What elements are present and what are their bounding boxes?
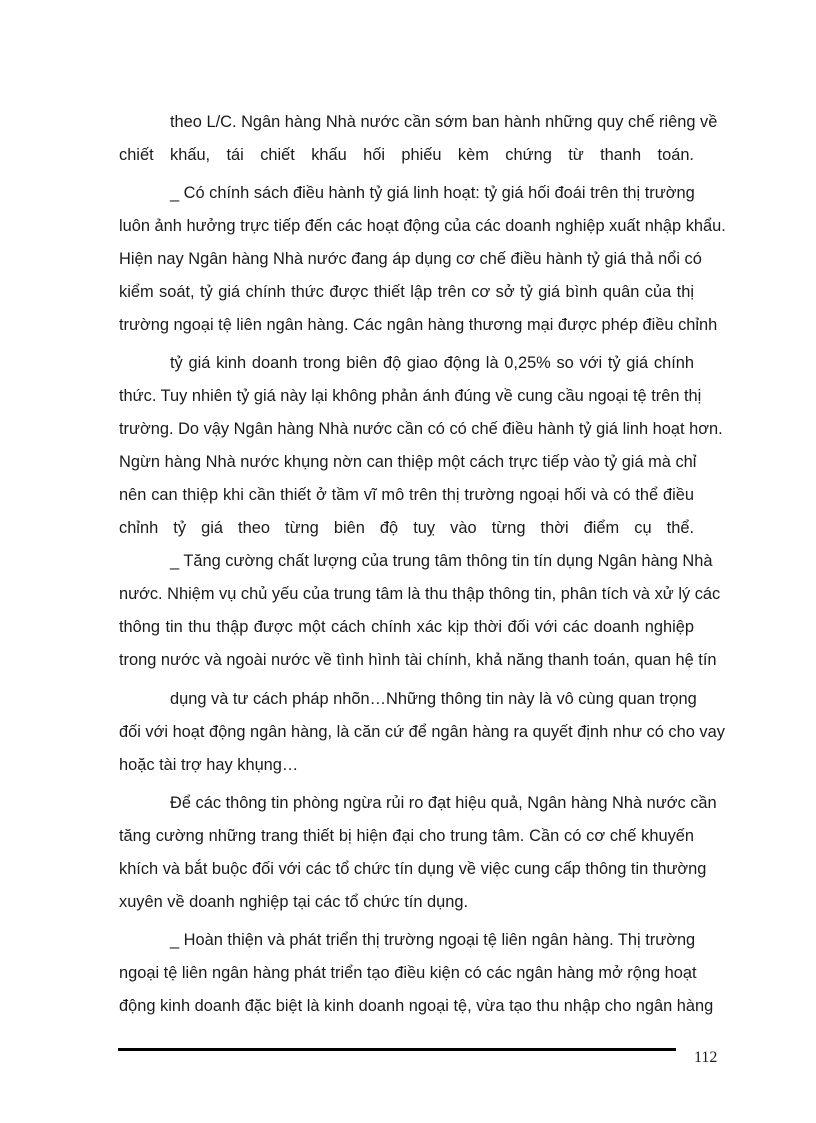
text-line: Để các thông tin phòng ngừa rủi ro đạt hiệu quả, Ngân hàng Nhà nước cần — [170, 794, 717, 812]
text-line: _ Có chính sách điều hành tỷ giá linh hoạt: tỷ giá hối đoái trên thị trường — [170, 184, 695, 202]
text-line: Ngừn hàng Nhà nước khụng nờn can thiệp một cách trực tiếp vào tỷ giá mà chỉ — [119, 453, 697, 471]
text-line: xuyên về doanh nghiệp tại các tổ chức tín dụng. — [119, 893, 469, 911]
text-line: khích và bắt buộc đối với các tổ chức tín dụng về việc cung cấp thông tin thường — [119, 860, 707, 878]
text-line: thông tin thu thập được một cách chính xác kịp thời đối với các doanh nghiệp — [119, 618, 694, 636]
text-line: trường ngoại tệ liên ngân hàng. Các ngân hàng thương mại được phép điều chỉnh — [119, 316, 718, 334]
text-line: hoặc tài trợ hay khụng… — [119, 756, 299, 774]
text-line: trong nước và ngoài nước về tình hình tài chính, khả năng thanh toán, quan hệ tín — [119, 651, 717, 669]
text-line: theo L/C. Ngân hàng Nhà nước cần sớm ban hành những quy chế riêng về — [170, 113, 718, 131]
text-line: _ Hoàn thiện và phát triển thị trường ngoại tệ liên ngân hàng. Thị trường — [170, 931, 696, 949]
text-line: tăng cường những trang thiết bị hiện đại cho trung tâm. Cần có cơ chế khuyến — [119, 827, 694, 845]
text-line: nước. Nhiệm vụ chủ yếu của trung tâm là thu thập thông tin, phân tích và xử lý các — [119, 585, 721, 603]
text-line: động kinh doanh đặc biệt là kinh doanh ngoại tệ, vừa tạo thu nhập cho ngân hàng — [119, 997, 714, 1015]
text-line: kiểm soát, tỷ giá chính thức được thiết lập trên cơ sở tỷ giá bình quân của thị — [119, 283, 694, 301]
text-line: chiết khấu, tái chiết khấu hối phiếu kèm chứng từ thanh toán. — [119, 146, 694, 164]
text-line: Hiện nay Ngân hàng Nhà nước đang áp dụng cơ chế điều hành tỷ giá thả nổi có — [119, 250, 702, 268]
text-line: dụng và tư cách pháp nhõn…Những thông tin này là vô cùng quan trọng — [170, 690, 697, 708]
text-line: luôn ảnh hưởng trực tiếp đến các hoạt động của các doanh nghiệp xuất nhập khẩu. — [119, 217, 726, 235]
text-line: chỉnh tỷ giá theo từng biên độ tuỵ vào từng thời điểm cụ thể. — [119, 519, 694, 537]
text-line: đối với hoạt động ngân hàng, là căn cứ để ngân hàng ra quyết định như có cho vay — [119, 723, 725, 741]
text-line: tỷ giá kinh doanh trong biên độ giao động là 0,25% so với tỷ giá chính — [170, 354, 694, 372]
text-line: ngoại tệ liên ngân hàng phát triển tạo điều kiện có các ngân hàng mở rộng hoạt — [119, 964, 697, 982]
text-line: _ Tăng cường chất lượng của trung tâm thông tin tín dụng Ngân hàng Nhà — [170, 552, 713, 570]
text-line: nên can thiệp khi cần thiết ở tầm vĩ mô trên thị trường ngoại hối và có thể điều — [119, 486, 694, 504]
text-line: trường. Do vậy Ngân hàng Nhà nước cần có có chế điều hành tỷ giá linh hoạt hơn. — [119, 420, 723, 438]
page-number: 112 — [694, 1049, 718, 1066]
footer-rule — [118, 1048, 676, 1051]
text-line: thức. Tuy nhiên tỷ giá này lại không phản ánh đúng về cung cầu ngoại tệ trên thị — [119, 387, 702, 405]
